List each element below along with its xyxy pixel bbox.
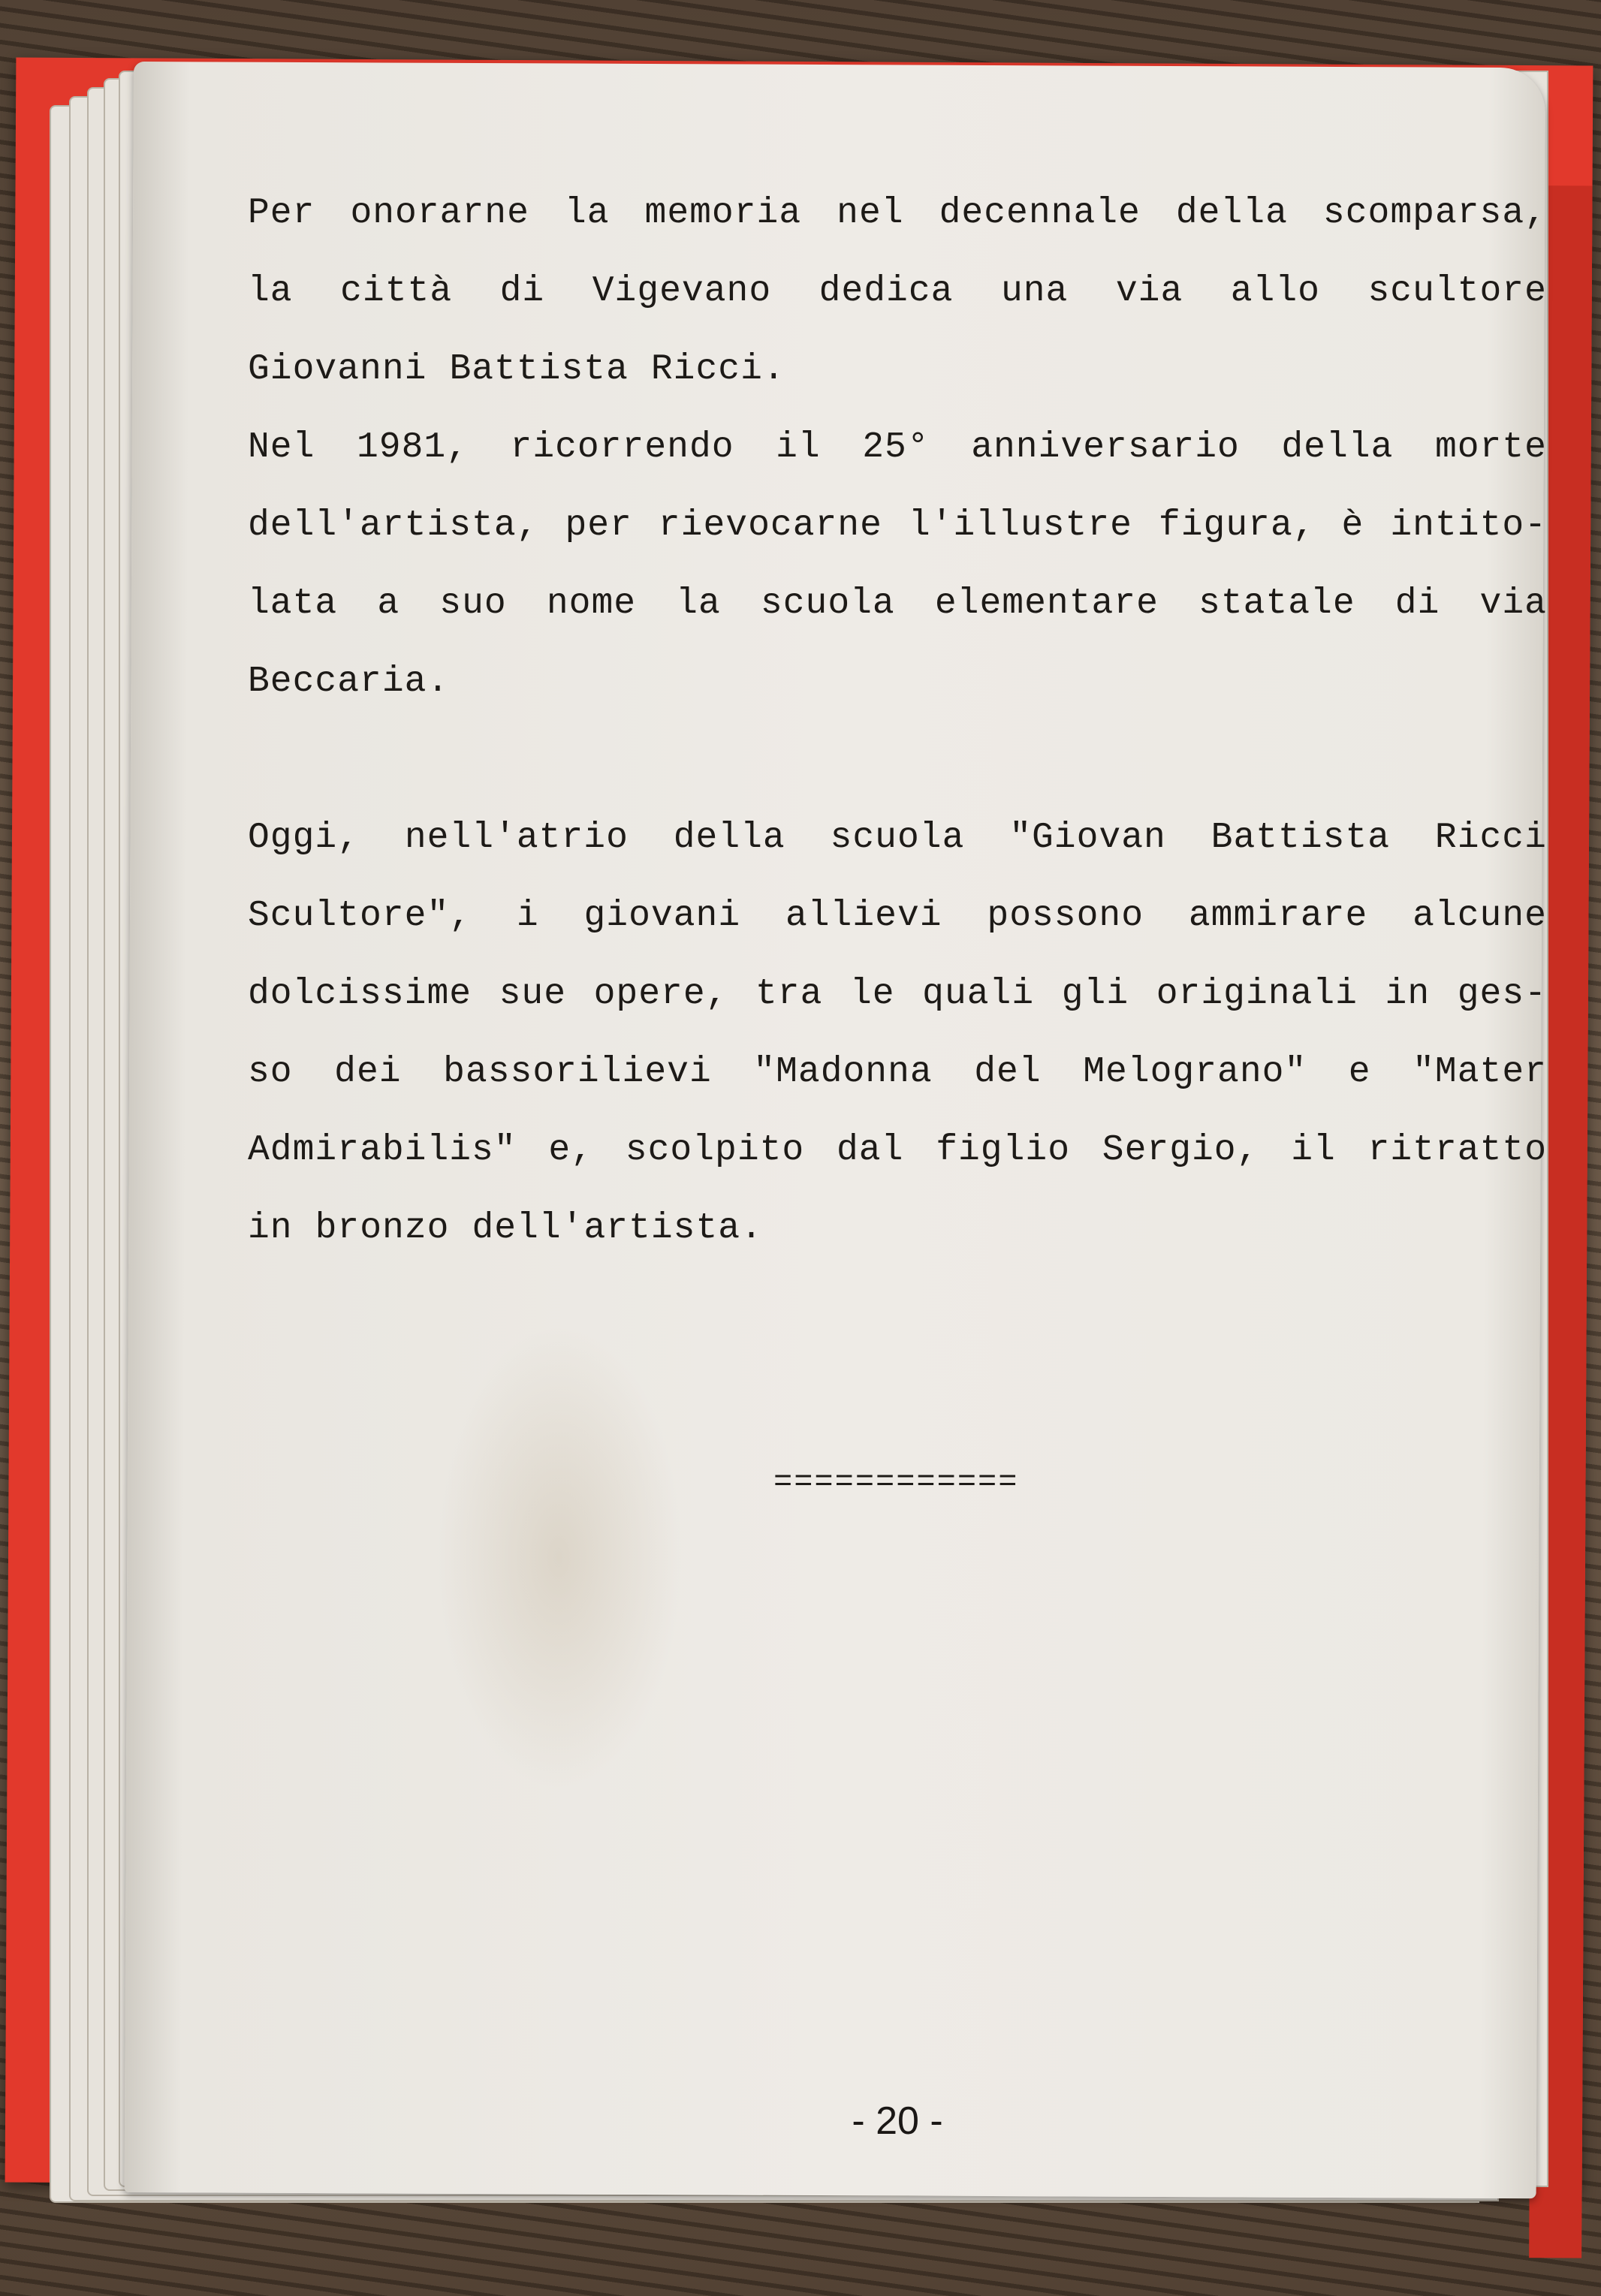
separator-line: ============	[773, 1464, 1019, 1500]
word: nel	[837, 193, 904, 234]
word: Ricci	[1434, 818, 1547, 858]
word: della	[1175, 193, 1288, 234]
word: scuola	[760, 583, 895, 624]
word: memoria	[644, 193, 802, 234]
word: dal	[837, 1130, 904, 1171]
word: Giovanni	[248, 349, 427, 390]
word: scomparsa,	[1322, 193, 1547, 234]
word: opere,	[593, 974, 728, 1014]
word: via	[1479, 583, 1547, 624]
word: a	[377, 583, 400, 624]
word: gli	[1061, 974, 1129, 1014]
word: rievocarne	[658, 505, 882, 546]
word: Sergio,	[1102, 1130, 1259, 1171]
word: e,	[548, 1130, 594, 1171]
text-line	[248, 1189, 1547, 1267]
word: 25°	[862, 427, 930, 468]
word: è	[1341, 505, 1364, 546]
word: dolcissime	[248, 974, 472, 1014]
word: possono	[987, 896, 1144, 936]
word: so	[248, 1052, 293, 1092]
word: le	[849, 974, 895, 1014]
word: elementare	[934, 583, 1159, 624]
page-stain	[434, 1324, 684, 1791]
text-line	[248, 1111, 1547, 1189]
word: Scultore",	[248, 896, 472, 936]
word: la	[564, 193, 610, 234]
word: bronzo	[315, 1208, 450, 1249]
word: ges-	[1457, 974, 1547, 1014]
text-line	[248, 330, 1547, 408]
word: dedica	[819, 271, 954, 312]
word: allievi	[785, 896, 942, 936]
word: 1981,	[356, 427, 469, 468]
word: ricorrendo	[510, 427, 734, 468]
word: i	[516, 896, 539, 936]
word: e	[1348, 1052, 1371, 1092]
word: quali	[922, 974, 1035, 1014]
word: di	[1394, 583, 1440, 624]
word: Vigevano	[592, 271, 772, 312]
word: nome	[546, 583, 637, 624]
word: l'illustre	[908, 505, 1132, 546]
paragraph-gap	[248, 721, 1547, 799]
word: ammirare	[1188, 896, 1368, 936]
word: alcune	[1413, 896, 1547, 936]
word: in	[248, 1208, 293, 1249]
word: Nel	[248, 427, 315, 468]
word: scuola	[830, 818, 965, 858]
word: lata	[248, 583, 338, 624]
word: scultore	[1367, 271, 1547, 312]
text-line	[248, 174, 1547, 252]
word: tra	[755, 974, 823, 1014]
text-line	[248, 877, 1547, 955]
word: bassorilievi	[443, 1052, 712, 1092]
text-line	[248, 565, 1547, 643]
word: onorarne	[350, 193, 529, 234]
word: ritratto	[1367, 1130, 1547, 1171]
word: "Mater	[1413, 1052, 1547, 1092]
word: dell'artista,	[248, 505, 539, 546]
word: in	[1385, 974, 1431, 1014]
text-line	[248, 408, 1547, 487]
word: "Madonna	[753, 1052, 933, 1092]
word: anniversario	[971, 427, 1240, 468]
word: Per	[248, 193, 315, 234]
word: Melograno"	[1083, 1052, 1307, 1092]
word: per	[565, 505, 632, 546]
text-line	[248, 643, 1547, 721]
text-line	[248, 487, 1547, 565]
word: Ricci.	[650, 349, 785, 390]
word: giovani	[583, 896, 741, 936]
word: città	[340, 271, 453, 312]
word: suo	[439, 583, 507, 624]
word: intito-	[1390, 505, 1547, 546]
page-number: - 20 -	[852, 2099, 943, 2143]
word: morte	[1434, 427, 1547, 468]
word: sue	[499, 974, 567, 1014]
typed-text-body	[248, 174, 1547, 1267]
word: dei	[334, 1052, 402, 1092]
word: Battista	[449, 349, 629, 390]
text-line	[248, 799, 1547, 877]
word: Beccaria.	[248, 661, 450, 702]
word: "Giovan	[1009, 818, 1166, 858]
word: del	[974, 1052, 1042, 1092]
word: figura,	[1158, 505, 1316, 546]
word: una	[1000, 271, 1069, 312]
word: via	[1115, 271, 1183, 312]
word: Battista	[1211, 818, 1391, 858]
text-line	[248, 955, 1547, 1033]
word: Admirabilis"	[248, 1130, 517, 1171]
word: il	[1291, 1130, 1336, 1171]
word: Oggi,	[248, 818, 360, 858]
word: nell'atrio	[404, 818, 629, 858]
word: scolpito	[625, 1130, 805, 1171]
word: la	[676, 583, 721, 624]
text-line	[248, 1033, 1547, 1111]
word: della	[673, 818, 785, 858]
word: decennale	[939, 193, 1141, 234]
word: statale	[1198, 583, 1355, 624]
word: allo	[1230, 271, 1320, 312]
word: la	[248, 271, 293, 312]
word: originali	[1156, 974, 1358, 1014]
word: di	[499, 271, 545, 312]
word: figlio	[936, 1130, 1071, 1171]
word: il	[776, 427, 821, 468]
word: dell'artista.	[472, 1208, 763, 1249]
word: della	[1281, 427, 1394, 468]
text-line	[248, 252, 1547, 330]
